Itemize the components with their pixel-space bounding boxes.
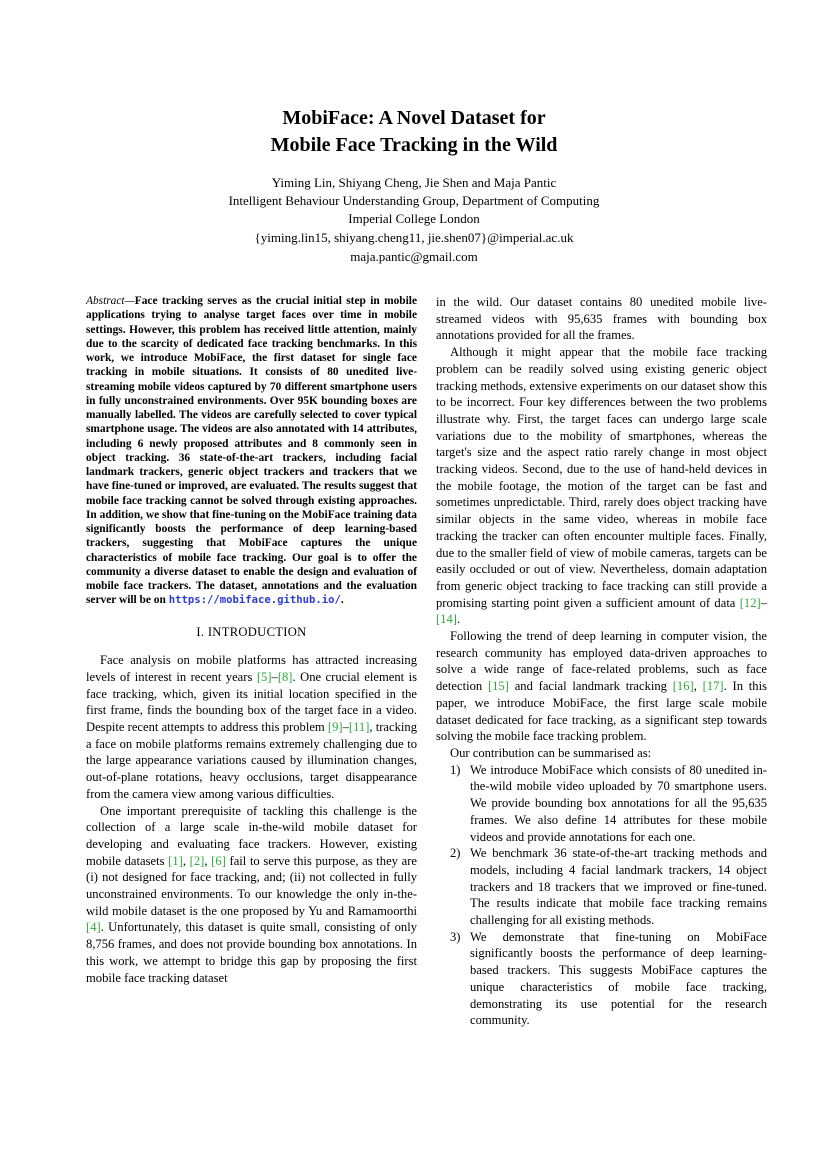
intro-paragraph-3 [436, 344, 767, 628]
list-item [436, 762, 767, 846]
text-run: , [182, 853, 190, 868]
citation-link[interactable]: [11] [348, 720, 370, 735]
contribution-intro: Our contribution can be summarised as: [450, 745, 652, 760]
text-run: , [693, 679, 703, 694]
text-run: Although it might appear that the mobile face tracking problem can be readily solved using existing generic object tracking methods, extensive experiments on our dataset show this to be incorrect. Four key differences between the two problems illustrate why. First, the target faces can undergo large scale variations due to the mobility of smartphones, whereas the target's size and the aspect ratio rarely change in most object tracking videos. Second, due to the use of hand-held devices in the mobile footage, the motion of the target can be fast and sometimes unpredictable. Third, rarely does object tracking have similar objects in the same video, whereas in mobile face tracking the tracker can often encounter multiple faces. Finally, due to the smaller field of view of mobile cameras, targets can be easily occluded or out of view. Nevertheless, domain adaptation from generic object tracking to face tracking can still provide a promising starting point given a sufficient amount of data [436, 345, 767, 610]
citation-link[interactable]: [15] [487, 679, 509, 694]
text-run: , tracking a face on mobile platforms remains extremely challenging due to the large appearance variations caused by illumination changes, out-of-plane rotations, heavy occlusions, target disappearance from the camera view among various difficulties. [86, 720, 417, 801]
citation-link[interactable]: [16] [672, 679, 694, 694]
dataset-link[interactable]: https://mobiface.github.io/ [168, 594, 341, 607]
list-number: 2) [450, 846, 461, 861]
text-run: . Unfortunately, this dataset is quite small, consisting of only 8,756 frames, and does not provide bounding box annotations. In this work, we attempt to bridge this gap by proposing the first mobile face tracking dataset [86, 920, 417, 985]
author-email-2: maja.pantic@gmail.com [350, 249, 478, 264]
citation-link[interactable]: [5] [256, 669, 272, 684]
right-column [436, 294, 767, 1029]
affiliation-group: Intelligent Behaviour Understanding Group, Department of Computing [228, 193, 600, 208]
affiliation-institution: Imperial College London [348, 211, 480, 226]
list-item [436, 929, 767, 1029]
list-item-text: We benchmark 36 state-of-the-art tracking methods and models, including 4 facial landmark trackers, 14 object trackers and 18 trackers that we improved or fine-tuned. The results indicate that mobile face tracking remains challenging for all existing methods. [470, 846, 767, 928]
text-run: Face analysis on mobile platforms has attracted increasing levels of interest in recent years [86, 653, 417, 684]
list-item [436, 845, 767, 929]
citation-link[interactable]: [14] [436, 612, 457, 627]
paper-title-line-2: Mobile Face Tracking in the Wild [270, 134, 558, 156]
text-run: . In this paper, we introduce MobiFace, the first large scale mobile dataset dedicated for face tracking, as a significant step towards solving the mobile face tracking problem. [436, 679, 767, 744]
text-run: – [760, 595, 767, 610]
text-run: Following the trend of deep learning in computer vision, the research community has employed data-driven approaches to solve a wide range of face-related problems, such as face detection [436, 629, 767, 694]
citation-link[interactable]: [2] [189, 853, 205, 868]
citation-link[interactable]: [12] [739, 595, 761, 610]
paper-title-line-1: MobiFace: A Novel Dataset for [282, 107, 546, 129]
text-run: . One crucial element is face tracking, which, given its initial location specified in the first frame, finds the bounding box of the target face in a video. Despite recent attempts to address this problem [86, 669, 417, 735]
citation-link[interactable]: [4] [86, 920, 101, 935]
text-run: fail to serve this purpose, as they are (i) not designed for face tracking, and; (ii) not collected in fully unconstrained environments. To our knowledge the only in-the-wild mobile dataset is the one proposed by Yu and Ramamoorthi [86, 853, 418, 918]
section-heading-introduction: I. INTRODUCTION [196, 624, 307, 639]
citation-link[interactable]: [8] [277, 669, 293, 684]
text-run: . [456, 612, 461, 627]
list-number: 1) [450, 762, 461, 777]
intro-paragraph-continued: in the wild. Our dataset contains 80 unedited mobile live-streamed videos with 95,635 frames with bounding box annotations provided for all the frames. [436, 295, 767, 343]
citation-link[interactable]: [1] [168, 853, 183, 868]
citation-link[interactable]: [6] [211, 853, 226, 868]
abstract-end: . [340, 594, 344, 607]
text-run: – [342, 720, 349, 735]
authors: Yiming Lin, Shiyang Cheng, Jie Shen and Maja Pantic [271, 175, 557, 190]
list-item-text: We demonstrate that fine-tuning on MobiFace significantly boosts the performance of deep learning-based trackers. This suggests MobiFace captures the unique characteristics of mobile face tracking, demonstrating its use potential for the research community. [470, 929, 767, 1028]
list-number: 3) [450, 929, 461, 944]
intro-paragraph-2 [86, 803, 417, 987]
abstract [86, 294, 417, 608]
abstract-lead: Abstract— [86, 295, 135, 307]
abstract-body: Face tracking serves as the crucial initial step in mobile applications trying to analyse target faces over time in mobile settings. However, this problem has received little attention, mainly due to the scarcity of dedicated face tracking benchmarks. In this work, we introduce MobiFace, the first dataset for single face tracking in mobile situations. It consists of 80 unedited live-streaming mobile videos captured by 70 different smartphone users in fully unconstrained environments. Over 95K bounding boxes are manually labelled. The videos are carefully selected to cover typical smartphone usage. The videos are also annotated with 14 attributes, including 6 newly proposed attributes and 8 commonly seen in object tracking. 36 state-of-the-art trackers, including facial landmark trackers, generic object trackers and trackers that we have fine-tuned or improved, are evaluated. The results suggest that mobile face tracking cannot be solved through existing approaches. In addition, we show that fine-tuning on the MobiFace training data significantly boosts the performance of deep learning-based trackers, suggesting that MobiFace captures the unique characteristics of mobile face tracking. Our goal is to offer the community a diverse dataset to enable the design and evaluation of mobile face trackers. The dataset, annotations and the evaluation server will be on [86, 295, 417, 607]
intro-paragraph-1 [86, 652, 417, 802]
text-run: – [271, 669, 278, 684]
left-column [86, 294, 417, 986]
citation-link[interactable]: [17] [702, 679, 724, 694]
author-emails: {yiming.lin15, shiyang.cheng11, jie.shen07}@imperial.ac.uk [254, 230, 574, 245]
intro-paragraph-4 [436, 628, 767, 745]
text-run: One important prerequisite of tackling this challenge is the collection of a large scale in-the-wild mobile dataset for developing and evaluating face trackers. However, existing mobile datasets [86, 803, 417, 868]
contribution-list [436, 762, 767, 1029]
text-run: and facial landmark tracking [508, 679, 673, 694]
text-run: , [204, 853, 212, 868]
citation-link[interactable]: [9] [327, 720, 343, 735]
list-item-text: We introduce MobiFace which consists of 80 unedited in-the-wild mobile video uploaded by 70 smartphone users. We provide bounding box annotations for all the 95,635 frames. We also define 14 attributes for these mobile videos and provide annotations for each one. [470, 762, 767, 844]
